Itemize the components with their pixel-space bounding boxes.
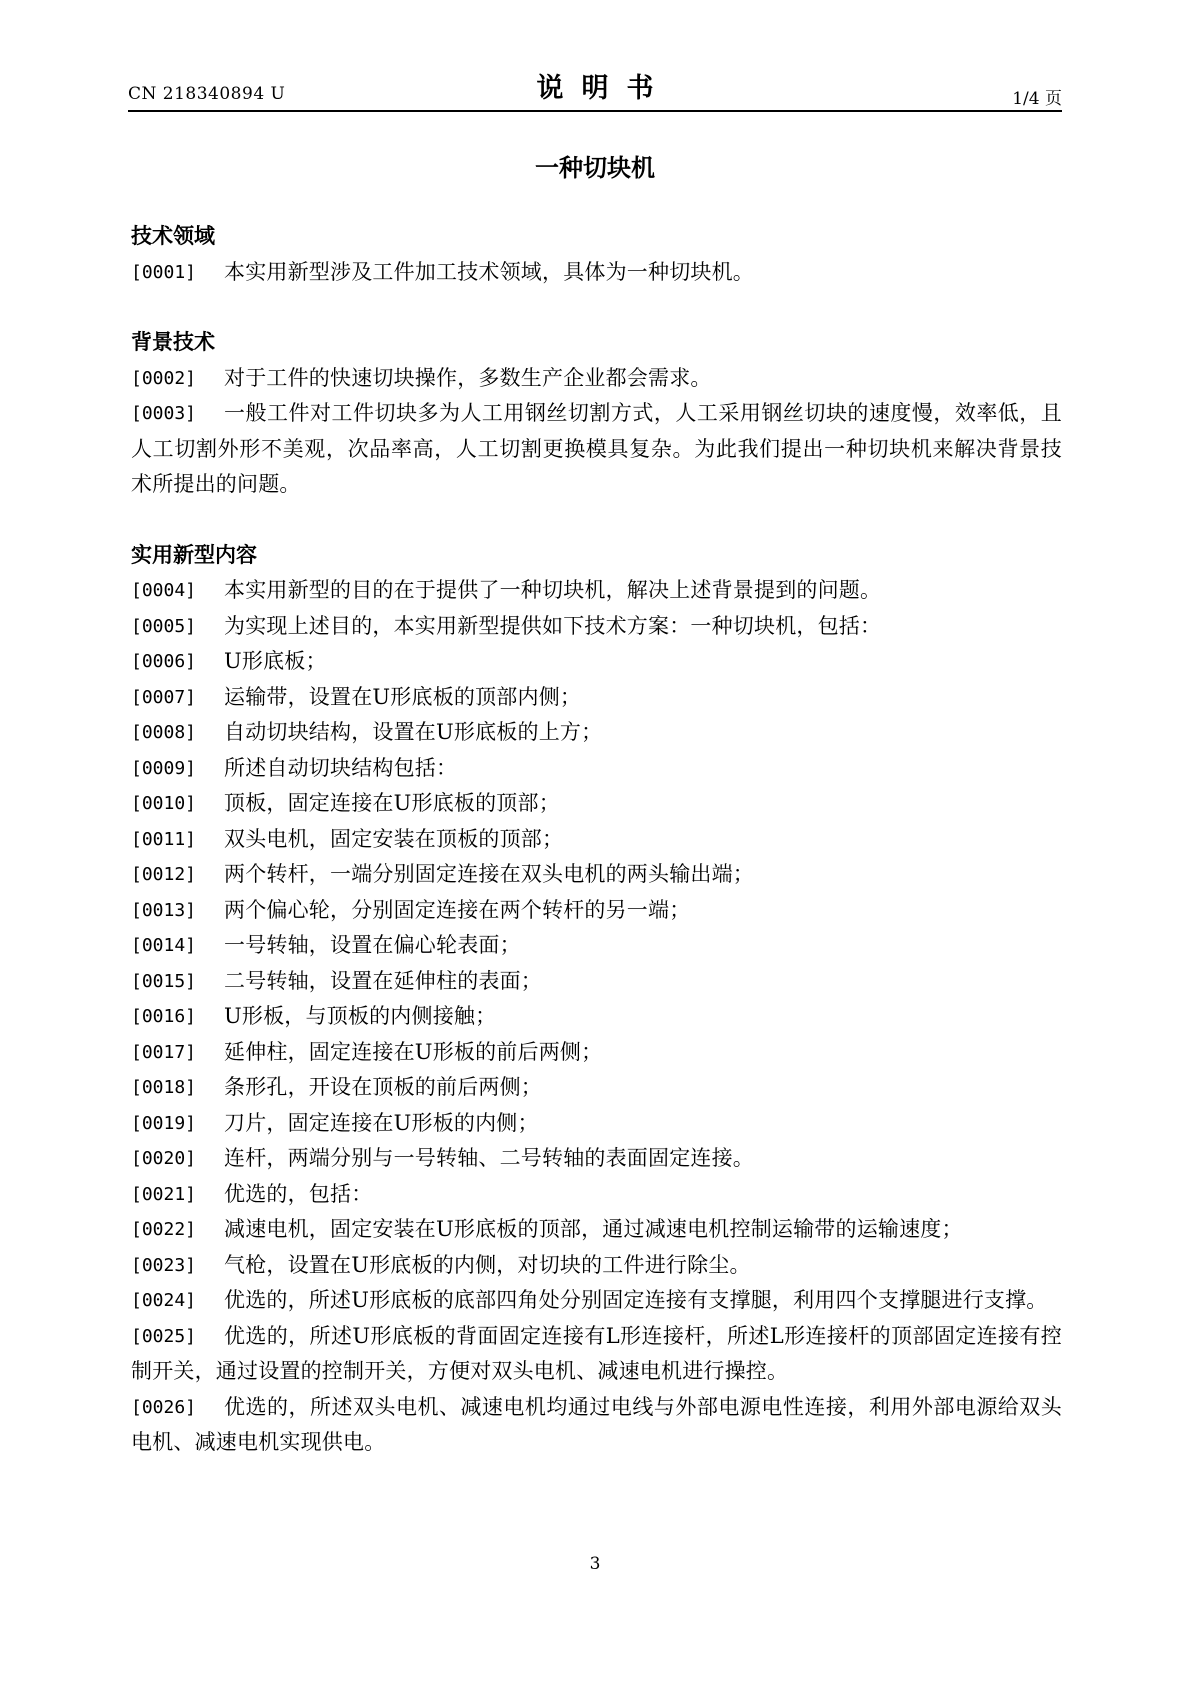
paragraph (131, 893, 1062, 929)
paragraph-text: 自动切块结构，设置在U形底板的上方； (224, 720, 603, 744)
paragraph-number: [0024] (131, 1290, 197, 1311)
paragraph (131, 396, 1062, 503)
paragraph-number: [0019] (131, 1112, 197, 1134)
paragraph-text: 双头电机，固定安装在顶板的顶部； (224, 826, 564, 851)
paragraph-text: 二号转轴，设置在延伸柱的表面； (224, 968, 542, 993)
paragraph (131, 1035, 1062, 1071)
page-header (128, 62, 1062, 112)
paragraph-text: 为实现上述目的，本实用新型提供如下技术方案：一种切块机，包括： (224, 613, 882, 638)
paragraph-number: [0026] (131, 1396, 197, 1418)
paragraph-text: 运输带，设置在U形底板的顶部内侧； (224, 684, 582, 709)
paragraph (131, 822, 1062, 858)
paragraph-text: 气枪，设置在U形底板的内侧，对切块的工件进行除尘。 (224, 1252, 751, 1277)
paragraph-number: [0015] (131, 970, 197, 992)
paragraph (131, 1141, 1062, 1177)
paragraph (131, 361, 1062, 397)
paragraph-number: [0022] (131, 1219, 197, 1240)
paragraph-number: [0011] (131, 828, 197, 850)
paragraph (131, 644, 1062, 680)
paragraph (131, 786, 1062, 822)
paragraph-number: [0004] (131, 580, 197, 601)
paragraph (131, 1070, 1062, 1106)
paragraph (131, 1319, 1062, 1390)
paragraph-text: 延伸柱，固定连接在U形板的前后两侧； (224, 1039, 603, 1064)
page-number: 3 (589, 1554, 601, 1574)
paragraph (131, 1212, 1062, 1248)
document-kind: 说明书 (536, 73, 672, 104)
section-heading: 技术领域 (131, 224, 215, 248)
paragraph (131, 751, 1062, 787)
paragraph-number: [0025] (131, 1325, 197, 1347)
paragraph-number: [0001] (131, 261, 197, 283)
section-heading: 背景技术 (131, 330, 215, 354)
paragraph-text: 顶板，固定连接在U形底板的顶部； (224, 791, 560, 815)
paragraph-number: [0009] (131, 757, 197, 779)
paragraph (131, 964, 1062, 1000)
paragraph-text: 一般工件对工件切块多为人工用钢丝切割方式，人工采用钢丝切块的速度慢，效率低，且人工切割外形不美观，次品率高，人工切割更换模具复杂。为此我们提出一种切块机来解决背景技术所提出的问题。 (131, 401, 1062, 496)
paragraph-number: [0006] (131, 651, 197, 672)
document-title: 一种切块机 (535, 154, 655, 182)
paragraph-text: 优选的，所述双头电机、减速电机均通过电线与外部电源电性连接，利用外部电源给双头电机、减速电机实现供电。 (131, 1394, 1062, 1454)
paragraph-text: 两个偏心轮，分别固定连接在两个转杆的另一端； (224, 897, 691, 922)
paragraph (131, 857, 1062, 893)
paragraph-text: 刀片，固定连接在U形板的内侧； (224, 1110, 539, 1135)
paragraph-text: 连杆，两端分别与一号转轴、二号转轴的表面固定连接。 (224, 1146, 754, 1170)
paragraph (131, 999, 1062, 1035)
paragraph-text: U形板，与顶板的内侧接触； (224, 1004, 497, 1028)
paragraph-number: [0003] (131, 403, 197, 424)
paragraph-text: 减速电机，固定安装在U形底板的顶部，通过减速电机控制运输带的运输速度； (224, 1217, 963, 1241)
paragraph (131, 1390, 1062, 1461)
paragraph-text: 一号转轴，设置在偏心轮表面； (224, 933, 521, 957)
paragraph-text: U形底板； (224, 649, 327, 673)
section (131, 538, 1062, 1461)
paragraph (131, 1283, 1062, 1319)
paragraph-number: [0018] (131, 1077, 197, 1098)
paragraph-text: 所述自动切块结构包括： (224, 755, 458, 780)
paragraph-number: [0002] (131, 367, 197, 389)
paragraph-number: [0008] (131, 722, 197, 743)
paragraph-number: [0021] (131, 1183, 197, 1205)
paragraph (131, 1248, 1062, 1284)
page-indicator: 1/4 页 (1012, 89, 1062, 109)
paragraph (131, 1177, 1062, 1213)
paragraph-number: [0005] (131, 615, 197, 637)
paragraph-number: [0017] (131, 1041, 197, 1063)
paragraph-number: [0007] (131, 686, 197, 708)
paragraph (131, 255, 1062, 291)
document-body (131, 219, 1062, 1461)
paragraph-text: 条形孔，开设在顶板的前后两侧； (224, 1075, 542, 1099)
paragraph-number: [0016] (131, 1006, 197, 1027)
paragraph-number: [0020] (131, 1148, 197, 1169)
paragraph (131, 573, 1062, 609)
paragraph-number: [0012] (131, 864, 197, 885)
paragraph-number: [0010] (131, 793, 197, 814)
paragraph-text: 本实用新型的目的在于提供了一种切块机，解决上述背景提到的问题。 (224, 578, 882, 602)
publication-number: CN 218340894 U (128, 84, 286, 104)
section (131, 325, 1062, 503)
paragraph-text: 本实用新型涉及工件加工技术领域，具体为一种切块机。 (224, 259, 754, 284)
paragraph (131, 928, 1062, 964)
section (131, 219, 1062, 290)
paragraph (131, 680, 1062, 716)
paragraph-number: [0014] (131, 935, 197, 956)
paragraph-text: 优选的，所述U形底板的背面固定连接有L形连接杆，所述L形连接杆的顶部固定连接有控制开关，通过设置的控制开关，方便对双头电机、减速电机进行操控。 (131, 1323, 1062, 1383)
paragraph (131, 715, 1062, 751)
paragraph-number: [0013] (131, 899, 197, 921)
paragraph-text: 优选的，包括： (224, 1181, 373, 1206)
paragraph-number: [0023] (131, 1254, 197, 1276)
section-heading: 实用新型内容 (131, 542, 257, 567)
paragraph (131, 609, 1062, 645)
paragraph-text: 对于工件的快速切块操作，多数生产企业都会需求。 (224, 365, 712, 390)
paragraph-text: 两个转杆，一端分别固定连接在双头电机的两头输出端； (224, 862, 754, 886)
paragraph-text: 优选的，所述U形底板的底部四角处分别固定连接有支撑腿，利用四个支撑腿进行支撑。 (224, 1288, 1048, 1312)
paragraph (131, 1106, 1062, 1142)
